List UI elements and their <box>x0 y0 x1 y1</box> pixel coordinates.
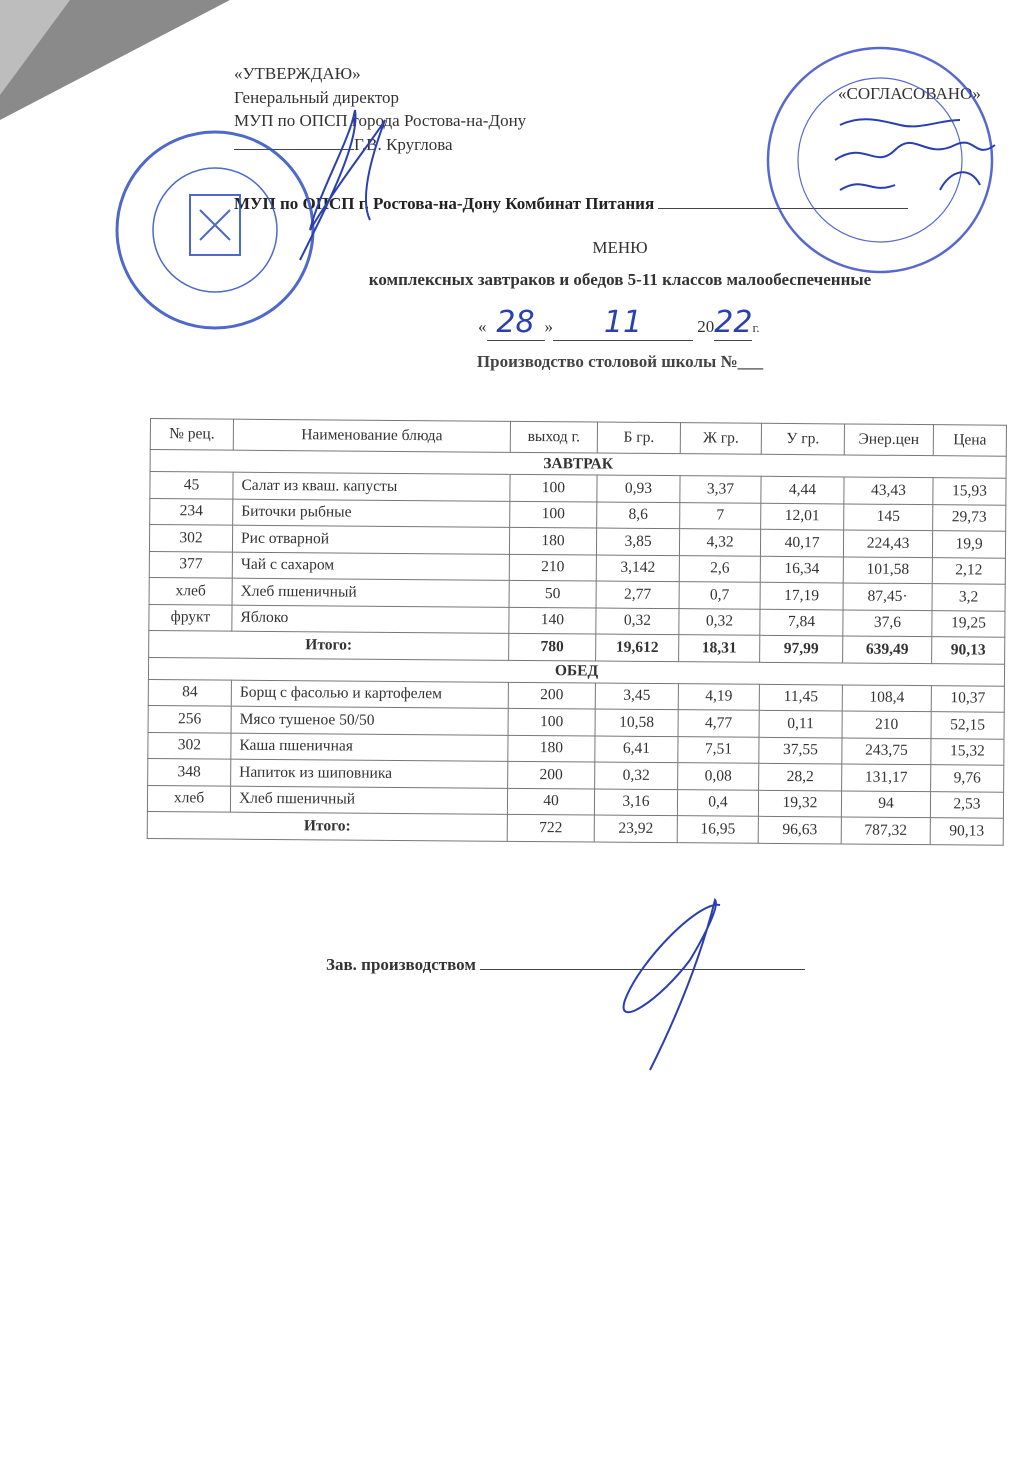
section-title: ОБЕД <box>148 657 1004 686</box>
cell-energy: 224,43 <box>843 530 932 557</box>
cell-fat: 0,32 <box>679 608 760 635</box>
cell-yield: 50 <box>509 580 596 607</box>
cell-dish-name: Биточки рыбные <box>233 499 510 528</box>
cell-energy: 94 <box>841 790 930 817</box>
cell-yield: 100 <box>508 708 595 735</box>
date-year: 22 <box>714 305 753 340</box>
cell-recipe-number: 377 <box>149 551 232 578</box>
menu-date <box>478 305 760 341</box>
document-subtitle: комплексных завтраков и обедов 5-11 классов малообеспеченные <box>368 270 872 289</box>
cell-fat: 4,32 <box>679 529 760 556</box>
cell-energy: 131,17 <box>842 764 931 791</box>
cell-dish-name: Чай с сахаром <box>232 552 509 581</box>
cell-recipe-number: 348 <box>148 758 231 785</box>
total-value: 722 <box>507 814 594 841</box>
total-value: 23,92 <box>594 815 677 842</box>
cell-fat: 7,51 <box>678 736 759 763</box>
date-quote: « <box>478 317 487 336</box>
cell-price: 15,93 <box>933 478 1006 505</box>
cell-dish-name: Борщ с фасолью и картофелем <box>231 680 508 709</box>
cell-protein: 3,45 <box>595 683 678 710</box>
cell-energy: 43,43 <box>844 477 933 504</box>
total-value: 780 <box>509 633 596 660</box>
cell-price: 29,73 <box>933 504 1006 531</box>
cell-yield: 200 <box>508 682 595 709</box>
cell-carbs: 37,55 <box>759 737 842 764</box>
cell-price: 19,25 <box>932 610 1005 637</box>
total-value: 18,31 <box>679 635 760 662</box>
cell-fat: 0,08 <box>678 763 759 790</box>
cell-carbs: 16,34 <box>760 556 843 583</box>
total-value: 90,13 <box>932 637 1005 664</box>
cell-price: 10,37 <box>931 685 1004 712</box>
cell-dish-name: Салат из кваш. капусты <box>233 472 510 501</box>
cell-protein: 0,32 <box>596 608 679 635</box>
col-energy: Энер.цен <box>844 424 933 456</box>
cell-energy: 37,6 <box>843 609 932 636</box>
cell-fat: 3,37 <box>680 476 761 503</box>
cell-protein: 3,85 <box>596 528 679 555</box>
cell-recipe-number: фрукт <box>149 604 232 631</box>
cell-dish-name: Рис отварной <box>232 525 509 554</box>
combinat-line <box>234 194 908 214</box>
cell-fat: 0,4 <box>677 789 758 816</box>
cell-price: 3,2 <box>932 584 1005 611</box>
cell-price: 2,53 <box>930 791 1003 818</box>
cell-carbs: 11,45 <box>759 684 842 711</box>
cell-protein: 10,58 <box>595 709 678 736</box>
section-title: ЗАВТРАК <box>150 450 1006 479</box>
approval-block <box>234 62 526 156</box>
cell-fat: 4,19 <box>678 683 759 710</box>
cell-protein: 3,16 <box>594 789 677 816</box>
cell-protein: 2,77 <box>596 581 679 608</box>
cell-price: 19,9 <box>932 531 1005 558</box>
total-value: 787,32 <box>841 817 930 844</box>
cell-recipe-number: 84 <box>148 679 231 706</box>
col-protein: Б гр. <box>597 422 680 454</box>
cell-fat: 4,77 <box>678 710 759 737</box>
date-month: 11 <box>603 305 643 340</box>
total-label: Итого: <box>149 630 509 659</box>
cell-carbs: 28,2 <box>759 763 842 790</box>
cell-recipe-number: 45 <box>150 472 233 499</box>
total-value: 97,99 <box>760 635 843 662</box>
total-value: 19,612 <box>596 634 679 661</box>
cell-recipe-number: 302 <box>149 525 232 552</box>
cell-protein: 8,6 <box>597 502 680 529</box>
col-recipe: № рец. <box>150 419 233 451</box>
left-stamp <box>117 132 313 328</box>
col-fat: Ж гр. <box>680 423 761 455</box>
approval-name: Г.В. Круглова <box>354 134 453 154</box>
cell-dish-name: Каша пшеничная <box>231 733 508 762</box>
cell-fat: 7 <box>680 502 761 529</box>
signature-line <box>326 955 805 975</box>
menu-table <box>147 418 1007 845</box>
approval-organization: МУП по ОПСП города Ростова-на-Дону <box>234 111 527 130</box>
cell-dish-name: Яблоко <box>232 605 509 634</box>
date-year-prefix: 20 <box>697 317 715 336</box>
signature-label: Зав. производством <box>326 955 476 974</box>
cell-energy: 145 <box>844 503 933 530</box>
cell-yield: 200 <box>508 761 595 788</box>
cell-yield: 180 <box>509 527 596 554</box>
cell-fat: 2,6 <box>679 555 760 582</box>
cell-energy: 210 <box>842 711 931 738</box>
cell-carbs: 17,19 <box>760 582 843 609</box>
cell-price: 52,15 <box>931 712 1004 739</box>
date-quote: » <box>544 317 553 336</box>
cell-energy: 101,58 <box>843 556 932 583</box>
cell-dish-name: Хлеб пшеничный <box>232 578 509 607</box>
cell-energy: 87,45· <box>843 583 932 610</box>
document-title: МЕНЮ <box>592 238 648 257</box>
cell-yield: 40 <box>507 788 594 815</box>
cell-recipe-number: 302 <box>148 732 231 759</box>
cell-yield: 100 <box>510 474 597 501</box>
cell-carbs: 19,32 <box>758 790 841 817</box>
cell-yield: 180 <box>508 735 595 762</box>
cell-price: 15,32 <box>931 738 1004 765</box>
cell-dish-name: Напиток из шиповника <box>231 759 508 788</box>
cell-yield: 210 <box>509 554 596 581</box>
cell-protein: 0,93 <box>597 475 680 502</box>
cell-yield: 100 <box>510 501 597 528</box>
cell-fat: 0,7 <box>679 582 760 609</box>
total-row <box>147 811 1003 844</box>
total-value: 639,49 <box>843 636 932 663</box>
total-value: 90,13 <box>930 818 1003 845</box>
agreement-heading: «СОГЛАСОВАНО» <box>838 84 981 103</box>
cell-carbs: 12,01 <box>761 503 844 530</box>
cell-recipe-number: 256 <box>148 705 231 732</box>
cell-yield: 140 <box>509 607 596 634</box>
total-value: 96,63 <box>758 816 841 843</box>
cell-energy: 243,75 <box>842 737 931 764</box>
cell-carbs: 7,84 <box>760 609 843 636</box>
approval-name-line <box>234 133 526 157</box>
col-carbs: У гр. <box>761 423 844 455</box>
col-price: Цена <box>933 425 1006 457</box>
scan-shadow-inner <box>0 0 70 95</box>
approval-heading: «УТВЕРЖДАЮ» <box>234 64 361 83</box>
col-yield: выход г. <box>510 421 597 453</box>
cell-price: 2,12 <box>932 557 1005 584</box>
cell-carbs: 40,17 <box>760 529 843 556</box>
cell-carbs: 4,44 <box>761 476 844 503</box>
cell-recipe-number: хлеб <box>149 577 232 604</box>
approval-position: Генеральный директор <box>234 87 400 107</box>
production-line: Производство столовой школы №___ <box>476 352 764 371</box>
date-suffix: г. <box>752 320 760 335</box>
cell-carbs: 0,11 <box>759 710 842 737</box>
col-dish: Наименование блюда <box>233 419 510 452</box>
date-day: 28 <box>496 305 535 340</box>
total-label: Итого: <box>147 811 507 840</box>
cell-dish-name: Мясо тушеное 50/50 <box>231 706 508 735</box>
cell-protein: 0,32 <box>595 762 678 789</box>
total-value: 16,95 <box>677 816 758 843</box>
cell-protein: 6,41 <box>595 736 678 763</box>
cell-recipe-number: 234 <box>150 498 233 525</box>
cell-dish-name: Хлеб пшеничный <box>230 786 507 815</box>
cell-protein: 3,142 <box>596 555 679 582</box>
cell-price: 9,76 <box>931 765 1004 792</box>
cell-energy: 108,4 <box>842 684 931 711</box>
cell-recipe-number: хлеб <box>147 785 230 812</box>
combinat-name: МУП по ОПСП г. Ростова-на-Дону Комбинат Питания <box>234 194 655 213</box>
